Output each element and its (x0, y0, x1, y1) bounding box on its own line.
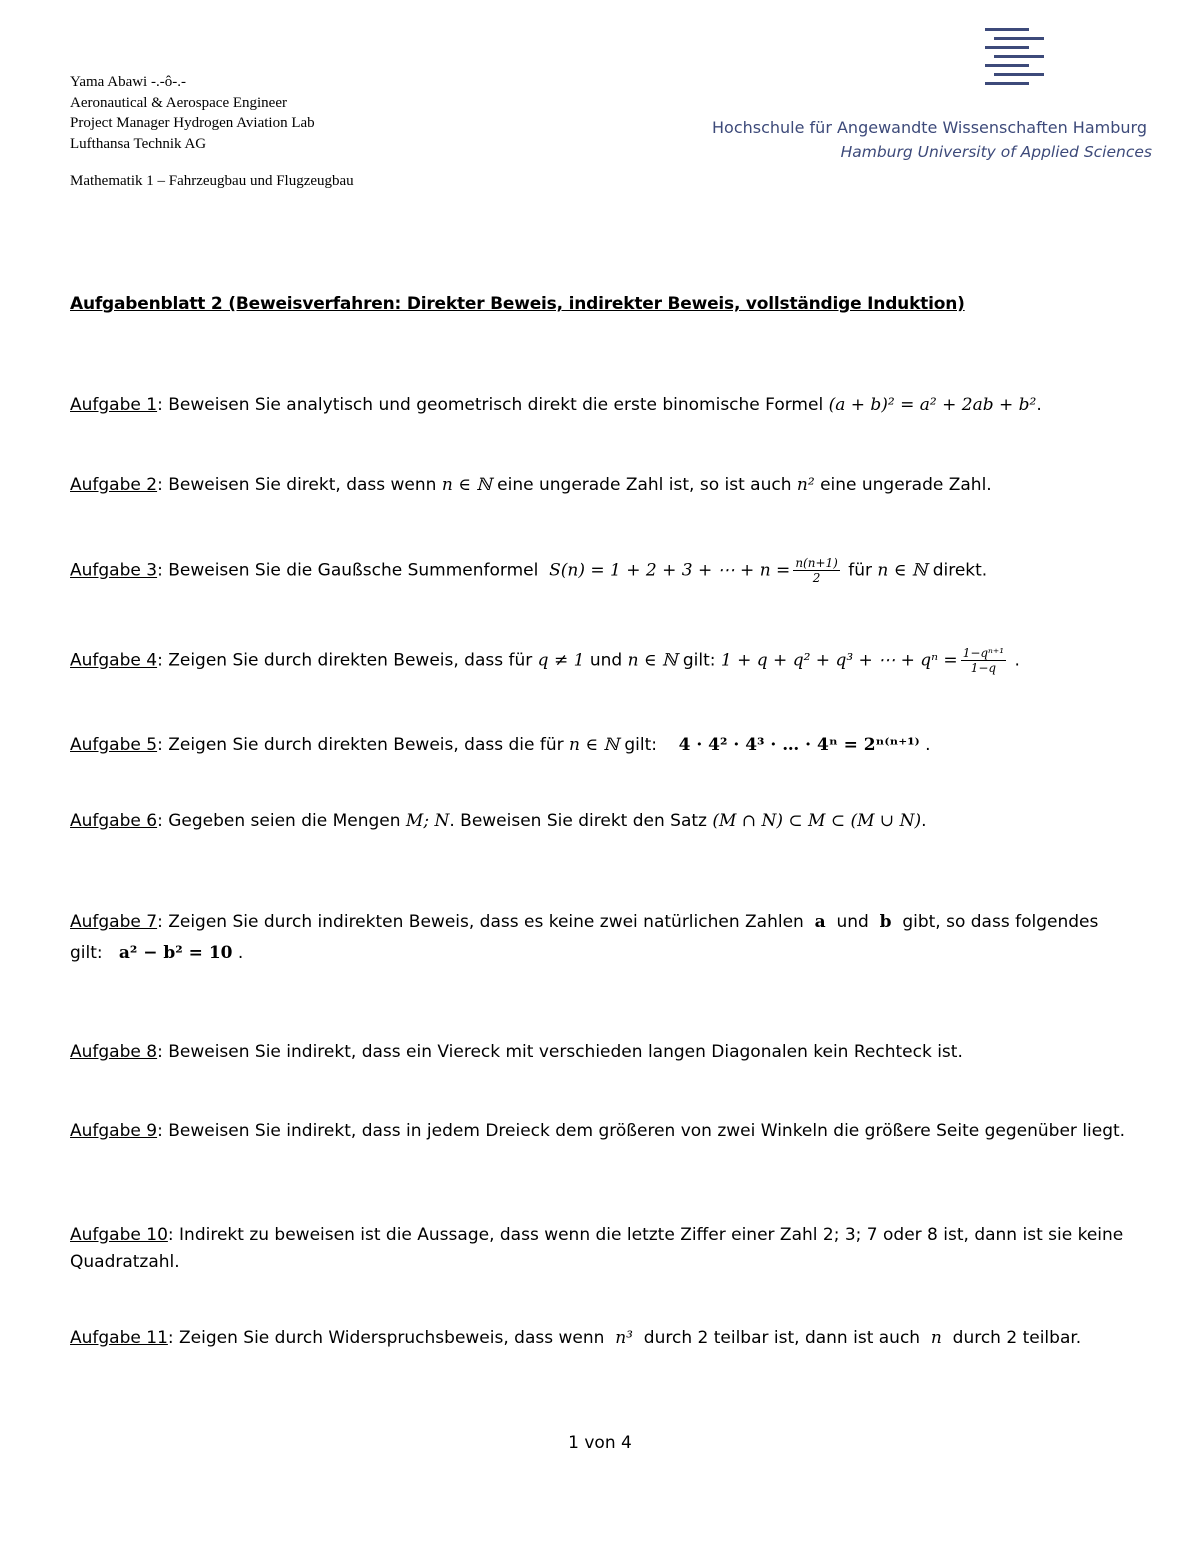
task-text: Beweisen Sie analytisch und geometrisch direkt die erste binomische Formel (168, 395, 824, 415)
formula: 1 + q + q² + q³ + ⋯ + qⁿ = (720, 650, 958, 671)
task-label: Aufgabe 3 (70, 560, 158, 581)
university-name-de: Hochschule für Angewandte Wissenschaften Hamburg (712, 118, 1147, 137)
task-label: Aufgabe 2 (70, 475, 158, 495)
task-8: Aufgabe 8: Beweisen Sie indirekt, dass ein Viereck mit verschieden langen Diagonalen kein Rechteck ist. (70, 1042, 963, 1062)
task-text: . (237, 943, 244, 963)
task-text: Beweisen Sie indirekt, dass in jedem Dreieck dem größeren von zwei Winkeln die größere Seite gegenüber liegt. (168, 1121, 1126, 1141)
task-text: . (921, 811, 927, 831)
task-text: . Beweisen Sie direkt den Satz (449, 811, 707, 831)
task-5: Aufgabe 5: Zeigen Sie durch direkten Beweis, dass die für n ∈ ℕ gilt: 4 · 4² · 4³ · … · 4ⁿ = 2ⁿ⁽ⁿ⁺¹⁾ . (70, 735, 931, 755)
task-4: Aufgabe 4: Zeigen Sie durch direkten Beweis, dass für q ≠ 1 und n ∈ ℕ gilt: 1 + q + q² + q³ + ⋯ + qⁿ = $\frac{\text{1−qⁿ⁺¹}}{1-q}$ . (70, 646, 1020, 675)
task-text: durch 2 teilbar. (952, 1328, 1082, 1348)
task-text: Indirekt zu beweisen ist die Aussage, dass wenn die letzte Ziffer einer Zahl 2; 3; 7 oder 8 ist, dann ist sie keine Quadratzahl. (70, 1225, 1124, 1272)
author-role: Project Manager Hydrogen Aviation Lab (70, 115, 315, 131)
task-9: Aufgabe 9: Beweisen Sie indirekt, dass in jedem Dreieck dem größeren von zwei Winkeln die größere Seite gegenüber liegt. (70, 1121, 1126, 1141)
formula: q ≠ 1 (537, 650, 585, 671)
task-11: Aufgabe 11: Zeigen Sie durch Widerspruchsbeweis, dass wenn n³ durch 2 teilbar ist, dann ist auch n durch 2 teilbar. (70, 1328, 1082, 1348)
task-label: Aufgabe 6 (70, 811, 158, 831)
formula: n² (796, 475, 815, 495)
task-text: Zeigen Sie durch direkten Beweis, dass die für (168, 735, 564, 755)
task-label: Aufgabe 4 (70, 650, 158, 671)
task-text: eine ungerade Zahl ist, so ist auch (497, 475, 792, 495)
task-text: und (589, 650, 623, 671)
task-3: Aufgabe 3: Beweisen Sie die Gaußsche Summenformel S(n) = 1 + 2 + 3 + ⋯ + n = $\frac{n(n+1)}{2}$ für n ∈ ℕ direkt. (70, 556, 988, 585)
author-block (70, 72, 315, 154)
author-company: Lufthansa Technik AG (70, 135, 207, 152)
university-name-en: Hamburg University of Applied Sciences (840, 143, 1152, 161)
task-text: . (1036, 395, 1042, 415)
task-2: Aufgabe 2: Beweisen Sie direkt, dass wenn n ∈ ℕ eine ungerade Zahl ist, so ist auch n² eine ungerade Zahl. (70, 475, 992, 495)
task-text: eine ungerade Zahl. (820, 475, 992, 495)
task-text: Gegeben seien die Mengen (168, 811, 401, 831)
formula: a (814, 912, 826, 932)
task-text: Beweisen Sie die Gaußsche Summenformel (168, 560, 539, 581)
formula: n (930, 1328, 942, 1348)
formula: n³ (615, 1328, 633, 1348)
task-text: gilt: (624, 735, 657, 755)
task-text: und (836, 912, 869, 932)
task-1: Aufgabe 1: Beweisen Sie analytisch und geometrisch direkt die erste binomische Formel (a + b)² = a² + 2ab + b². (70, 395, 1042, 415)
task-text: . (925, 735, 931, 755)
fraction-numerator: n(n+1) (795, 556, 838, 570)
task-text: gibt, so dass folgendes gilt: (70, 912, 1099, 963)
task-label: Aufgabe 11 (70, 1328, 168, 1348)
task-10: Aufgabe 10: Indirekt zu beweisen ist die Aussage, dass wenn die letzte Ziffer einer Zahl 2; 3; 7 oder 8 ist, dann ist sie keine Quadratzahl. (70, 1225, 1124, 1272)
task-label: Aufgabe 7 (70, 912, 158, 932)
course-title: Mathematik 1 – Fahrzeugbau und Flugzeugbau (70, 173, 354, 189)
formula: a² − b² = 10 (118, 943, 233, 963)
page-number: 1 von 4 (568, 1433, 632, 1453)
task-text: Beweisen Sie indirekt, dass ein Viereck mit verschieden langen Diagonalen kein Rechteck ist. (168, 1042, 963, 1062)
task-7: Aufgabe 7: Zeigen Sie durch indirekten Beweis, dass es keine zwei natürlichen Zahlen a und b gibt, so dass folgendes gilt: a² − b² = 10 . (70, 912, 1099, 963)
task-label: Aufgabe 9 (70, 1121, 158, 1141)
task-text: gilt: (682, 650, 716, 671)
formula: M; N (405, 811, 450, 831)
task-6: Aufgabe 6: Gegeben seien die Mengen M; N. Beweisen Sie direkt den Satz (M ∩ N) ⊂ M ⊂ (M ∪ N). (70, 811, 927, 831)
task-label: Aufgabe 10 (70, 1225, 168, 1245)
task-label: Aufgabe 1 (70, 395, 158, 415)
sheet-title: Aufgabenblatt 2 (Beweisverfahren: Direkter Beweis, indirekter Beweis, vollständige Induktion) (70, 294, 965, 314)
formula: n ∈ ℕ (877, 560, 928, 581)
fraction-denominator: 2 (812, 571, 821, 585)
task-label: Aufgabe 5 (70, 735, 158, 755)
author-name: Yama Abawi -.-ô-.- (70, 74, 186, 90)
fraction-denominator: 1−q (970, 661, 997, 675)
fraction-numerator: 1−qⁿ⁺¹ (962, 646, 1005, 660)
formula: n ∈ ℕ (569, 735, 619, 755)
task-text: für (848, 560, 872, 581)
task-text: Zeigen Sie durch direkten Beweis, dass für (168, 650, 533, 671)
formula: n ∈ ℕ (627, 650, 678, 671)
task-text: . (1014, 650, 1020, 671)
task-label: Aufgabe 8 (70, 1042, 158, 1062)
formula: (M ∩ N) ⊂ M ⊂ (M ∪ N) (712, 811, 922, 831)
formula: n ∈ ℕ (441, 475, 492, 495)
task-text: Beweisen Sie direkt, dass wenn (168, 475, 437, 495)
task-text: direkt. (932, 560, 988, 581)
formula: S(n) = 1 + 2 + 3 + ⋯ + n = (549, 560, 791, 581)
formula: 4 · 4² · 4³ · … · 4ⁿ = 2ⁿ⁽ⁿ⁺¹⁾ (678, 735, 920, 755)
task-text: Zeigen Sie durch indirekten Beweis, dass es keine zwei natürlichen Zahlen (168, 912, 804, 932)
task-text: Zeigen Sie durch Widerspruchsbeweis, dass wenn (179, 1328, 605, 1348)
formula: (a + b)² = a² + 2ab + b² (828, 395, 1037, 415)
university-logo-icon (980, 26, 1050, 92)
task-text: durch 2 teilbar ist, dann ist auch (643, 1328, 921, 1348)
fraction (793, 556, 840, 585)
fraction (961, 646, 1006, 675)
author-title: Aeronautical & Aerospace Engineer (70, 94, 287, 111)
formula: b (879, 912, 892, 932)
